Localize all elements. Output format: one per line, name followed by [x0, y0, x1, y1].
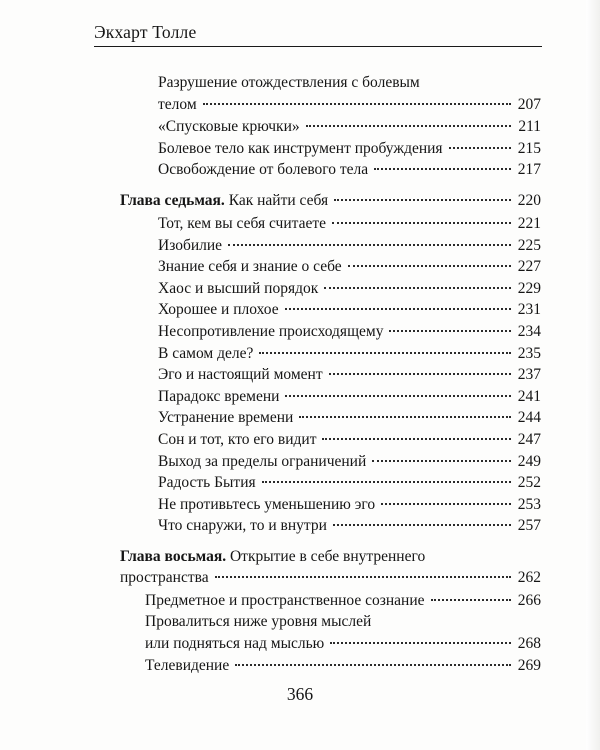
- dot-leader: [235, 664, 511, 666]
- toc-entry-title: Провалиться ниже уровня мыслей: [145, 613, 372, 630]
- toc-entry: [158, 386, 541, 408]
- toc-entry: [158, 299, 541, 321]
- toc-entry-title: Изобилие: [158, 237, 223, 254]
- toc-entry-page: 247: [517, 431, 541, 448]
- toc-entry-page: 244: [517, 409, 541, 426]
- dot-leader: [299, 416, 511, 418]
- toc-entry-page: 229: [517, 280, 541, 297]
- toc-entry: [158, 494, 541, 516]
- chapter-label: Глава седьмая.: [120, 192, 225, 209]
- toc-entry-title: Освобождение от болевого тела: [158, 161, 369, 178]
- toc-entry: [158, 138, 541, 160]
- toc-entry-page: 268: [517, 635, 541, 652]
- toc-entry: [158, 116, 541, 138]
- dot-leader: [285, 395, 511, 397]
- toc-entry: [158, 343, 541, 365]
- dot-leader: [431, 599, 511, 601]
- toc-entry-title: Телевидение: [145, 657, 230, 674]
- dot-leader: [322, 438, 511, 440]
- toc-entry: [158, 407, 541, 429]
- dot-leader: [203, 103, 511, 105]
- toc-entry: [145, 633, 541, 655]
- toc-entry-page: 235: [517, 345, 541, 362]
- toc-entry-page: 225: [517, 237, 541, 254]
- toc-entry-title: Что снаружи, то и внутри: [158, 517, 327, 534]
- chapter-heading: [120, 190, 541, 212]
- toc-entry-title: Выход за пределы ограничений: [158, 453, 367, 470]
- dot-leader: [324, 287, 511, 289]
- toc-entry-title: Хаос и высший порядок: [158, 280, 319, 297]
- toc-entry-title: Несопротивление происходящему: [158, 323, 384, 340]
- toc-entry-page: 269: [517, 657, 541, 674]
- toc-entry-title: Устранение времени: [158, 409, 294, 426]
- dot-leader: [332, 222, 511, 224]
- toc-entry-page: 257: [517, 517, 541, 534]
- chapter-label: Глава восьмая.: [120, 548, 227, 565]
- running-head: Экхарт Толле: [94, 22, 197, 42]
- dot-leader: [285, 308, 511, 310]
- toc-entry: [158, 278, 541, 300]
- toc-entry: [158, 364, 541, 386]
- toc-entry: [120, 567, 541, 589]
- dot-leader: [329, 373, 511, 375]
- toc-entry-title: Радость Бытия: [158, 474, 256, 491]
- toc-entry: [158, 256, 541, 278]
- toc-entry: [158, 321, 541, 343]
- dot-leader: [389, 330, 511, 332]
- toc-entry-title: Предметное и пространственное сознание: [145, 592, 425, 609]
- chapter-title: Открытие в себе внутреннего: [226, 548, 426, 565]
- toc-entry-title: Болевое тело как инструмент пробуждения: [158, 140, 443, 157]
- toc-entry-page: 234: [517, 323, 541, 340]
- toc-entry-title: Сон и тот, кто его видит: [158, 431, 317, 448]
- toc-entry: [158, 429, 541, 451]
- chapter-title: Как найти себя: [224, 192, 329, 209]
- toc-entry-page: 252: [517, 474, 541, 491]
- toc-entry: [158, 451, 541, 473]
- toc-entry-title: Хорошее и плохое: [158, 301, 279, 318]
- toc-entry-page: 237: [517, 366, 541, 383]
- toc-entry: [158, 472, 541, 494]
- toc-entry-title: пространства: [120, 569, 209, 586]
- toc-entry: [158, 159, 541, 181]
- toc-entry-title: В самом деле?: [158, 345, 254, 362]
- toc-entry-title: Не противьтесь уменьшению эго: [158, 496, 376, 513]
- toc-entry-title: Разрушение отождествления с болевым: [158, 74, 420, 91]
- toc-entry-title: телом: [158, 96, 197, 113]
- toc-entry-title: Эго и настоящий момент: [158, 366, 323, 383]
- toc-entry-page: 207: [517, 96, 541, 113]
- dot-leader: [449, 147, 511, 149]
- dot-leader: [262, 481, 511, 483]
- toc-entry-page: 215: [517, 140, 541, 157]
- toc-entry: [145, 590, 541, 612]
- toc-entry: [158, 235, 541, 257]
- toc-entry-page: 221: [517, 215, 541, 232]
- toc-entry-page: 231: [517, 301, 541, 318]
- toc-entry-page: 253: [517, 496, 541, 513]
- toc-entry: [158, 72, 420, 94]
- page-number: 366: [286, 684, 314, 704]
- toc-entry-title: или подняться над мыслью: [145, 635, 325, 652]
- dot-leader: [228, 244, 511, 246]
- toc-entry-page: 220: [517, 192, 541, 209]
- toc-entry: [158, 94, 541, 116]
- toc-entry-page: 241: [517, 388, 541, 405]
- dot-leader: [259, 352, 511, 354]
- dot-leader: [215, 576, 511, 578]
- dot-leader: [333, 524, 511, 526]
- toc-entry-title: «Спусковые крючки»: [158, 118, 300, 135]
- dot-leader: [348, 265, 511, 267]
- page-edge-shadow: [586, 0, 600, 750]
- dot-leader: [381, 503, 511, 505]
- dot-leader: [374, 168, 511, 170]
- dot-leader: [334, 199, 511, 201]
- toc-entry-page: 211: [518, 118, 541, 135]
- toc-entry: [145, 655, 541, 677]
- toc-entry: [145, 611, 371, 633]
- toc-entry-page: 227: [517, 258, 541, 275]
- toc-entry: [158, 213, 541, 235]
- toc-entry-page: 249: [517, 453, 541, 470]
- dot-leader: [306, 125, 511, 127]
- toc-entry-page: 266: [517, 592, 541, 609]
- toc-entry-title: Парадокс времени: [158, 388, 280, 405]
- toc-entry-title: Тот, кем вы себя считаете: [158, 215, 327, 232]
- dot-leader: [372, 460, 511, 462]
- chapter-heading: [120, 546, 425, 568]
- dot-leader: [330, 642, 511, 644]
- toc-entry-page: 262: [517, 569, 541, 586]
- toc-entry: [158, 515, 541, 537]
- toc-entry-page: 217: [517, 161, 541, 178]
- toc-entry-title: Знание себя и знание о себе: [158, 258, 342, 275]
